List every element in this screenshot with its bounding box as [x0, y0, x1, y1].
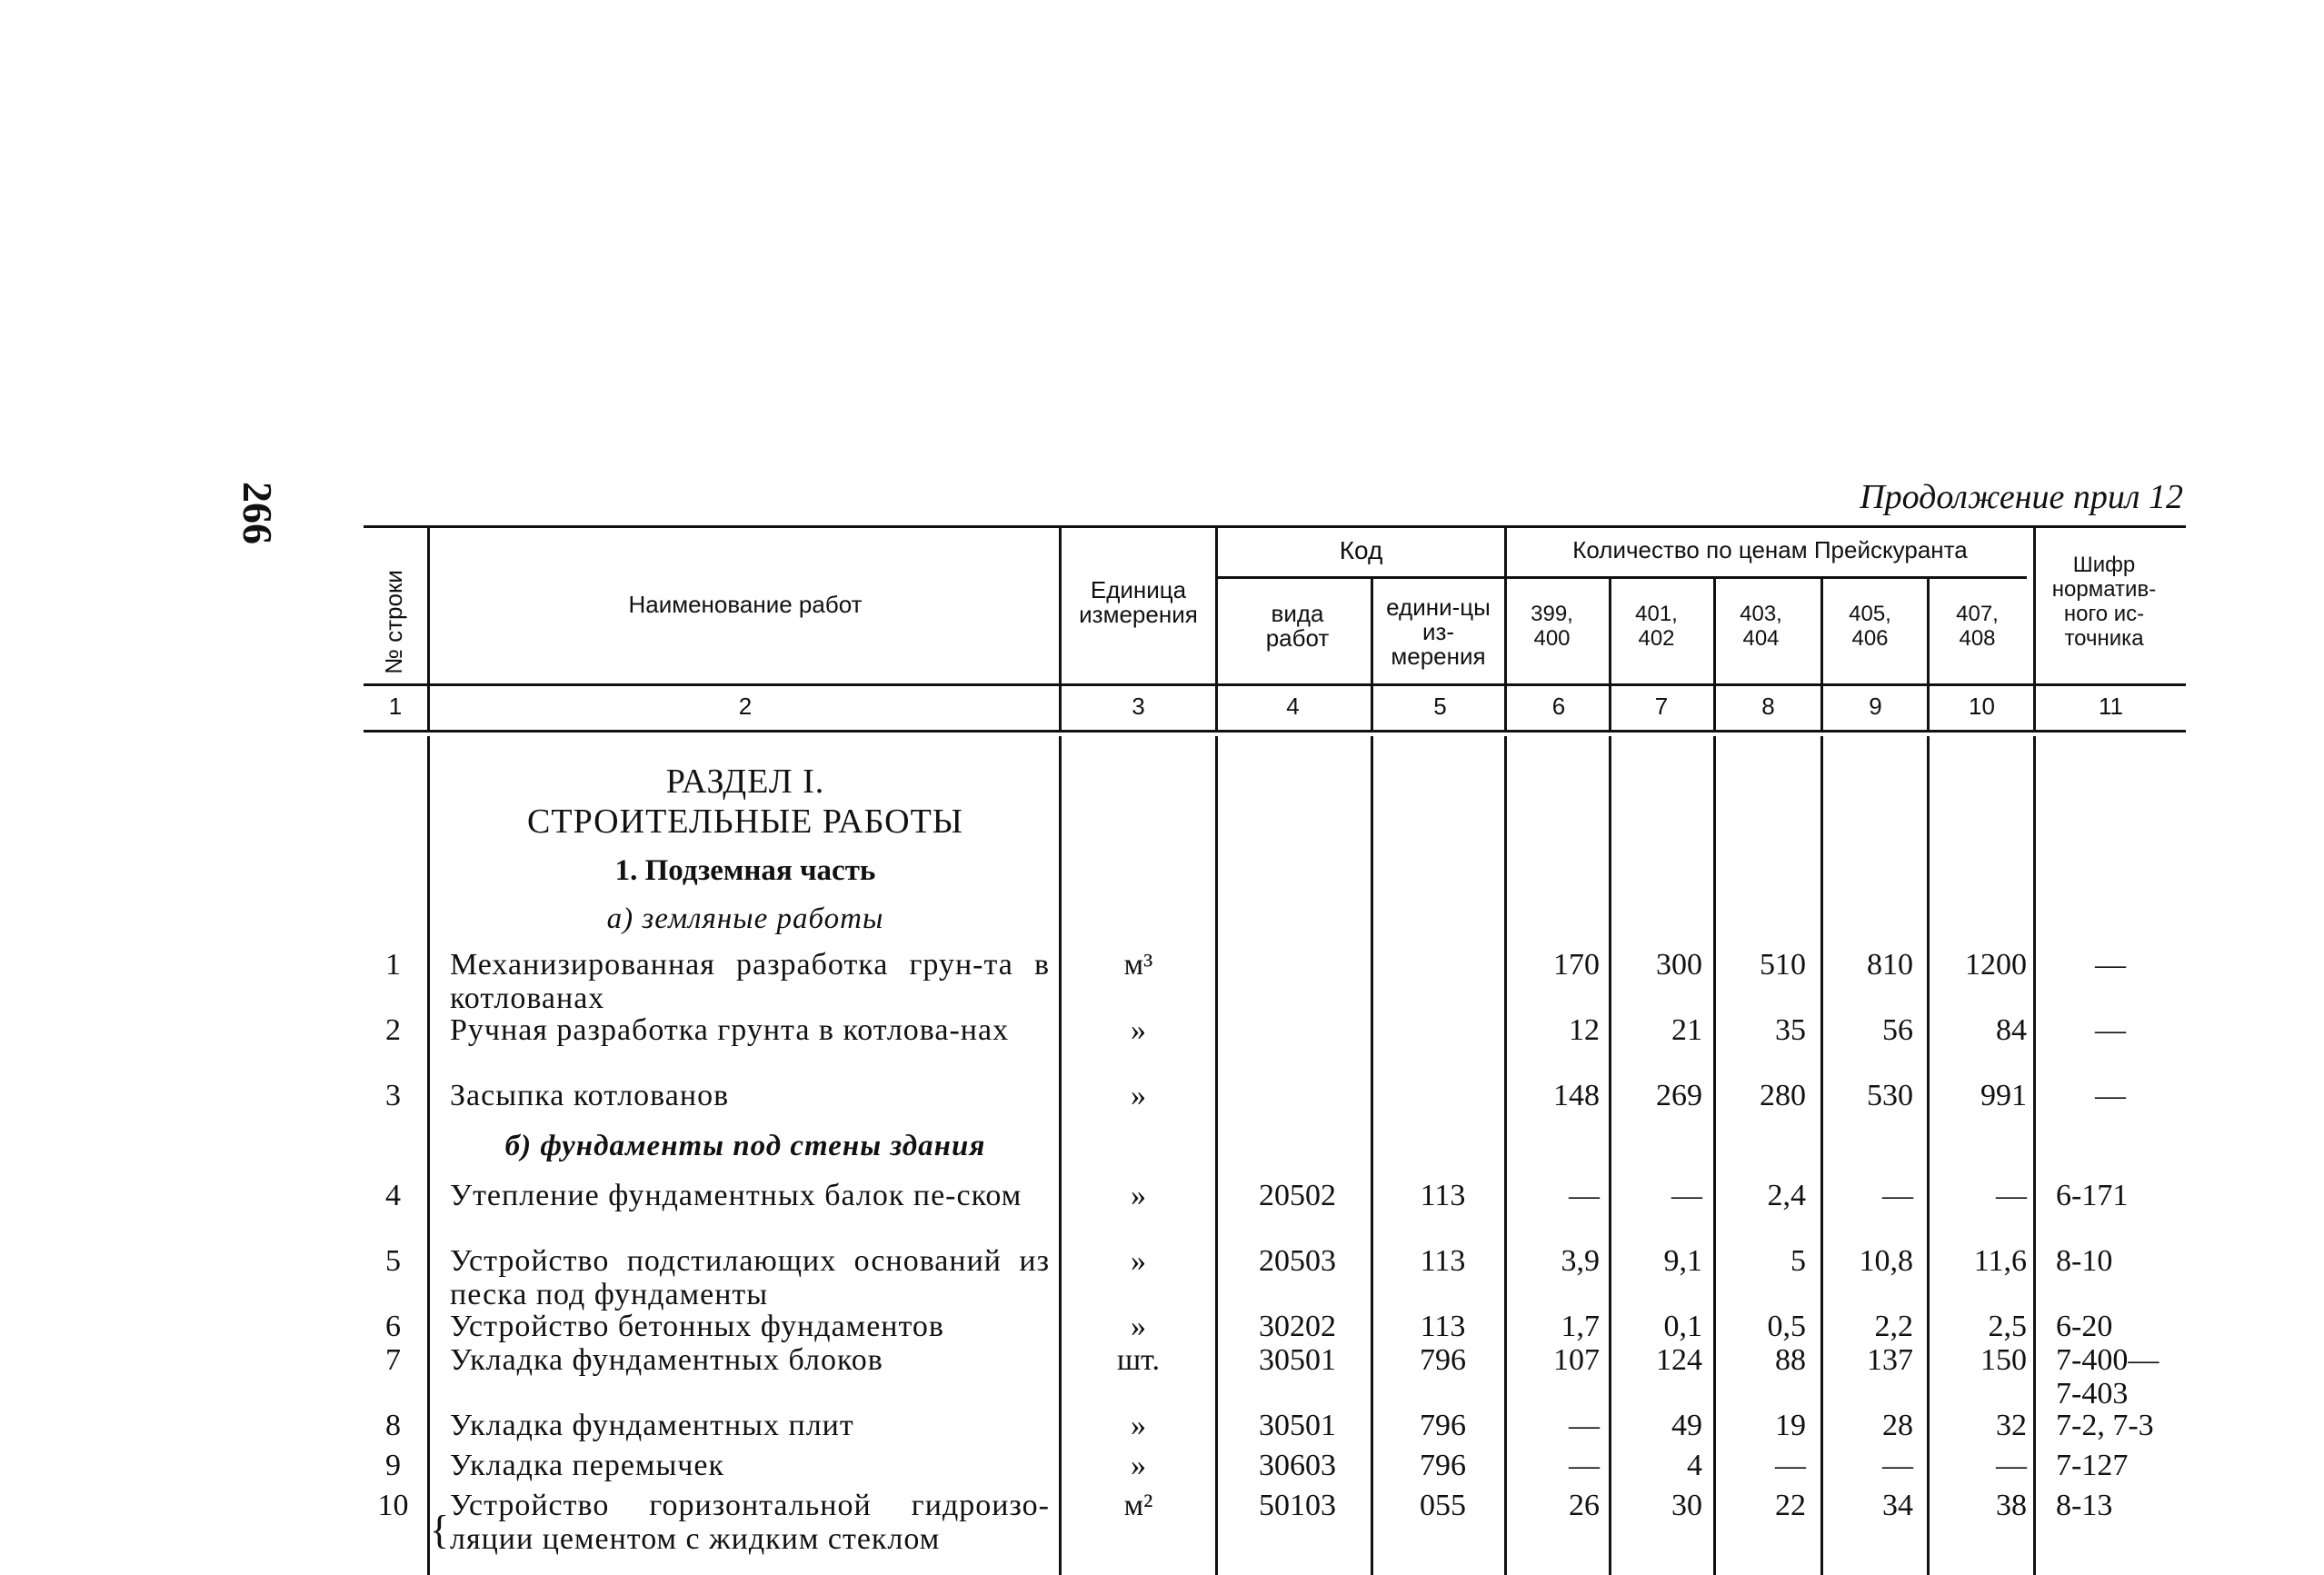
row-number: 6 — [385, 1310, 401, 1343]
column-number: 7 — [1654, 693, 1669, 720]
work-code-cell: 20502 — [1259, 1179, 1336, 1212]
row-number: 2 — [385, 1013, 401, 1047]
section-title: РАЗДЕЛ I. — [665, 763, 825, 801]
column-divider — [427, 736, 430, 1575]
group-title-b: б) фундаменты под стены здания — [504, 1130, 986, 1162]
price-cell: 150 — [1980, 1343, 2027, 1377]
price-cell: 0,5 — [1767, 1310, 1806, 1343]
price-cell: 10,8 — [1859, 1244, 1913, 1278]
source-cell: 6-171 — [2056, 1179, 2129, 1212]
price-cell: 170 — [1553, 948, 1600, 982]
unit-code-cell: 796 — [1420, 1343, 1466, 1377]
price-cell: — — [1882, 1179, 1913, 1212]
source-cell: 7-2, 7-3 — [2056, 1409, 2154, 1442]
price-cell: 3,9 — [1561, 1244, 1600, 1278]
unit-cell: » — [1131, 1013, 1146, 1047]
price-cell: 137 — [1867, 1343, 1913, 1377]
column-number: 2 — [738, 693, 753, 720]
price-cell: 5 — [1790, 1244, 1806, 1278]
header-price-403: 403, 404 — [1740, 602, 1782, 651]
header-price-405: 405, 406 — [1849, 602, 1891, 651]
price-cell: 30 — [1671, 1489, 1702, 1522]
work-code-cell: 30501 — [1259, 1343, 1336, 1377]
column-number: 1 — [388, 693, 403, 720]
price-cell: 2,2 — [1874, 1310, 1913, 1343]
work-code-cell: 30501 — [1259, 1409, 1336, 1442]
price-cell: 35 — [1775, 1013, 1806, 1047]
work-name: Устройство бетонных фундаментов — [450, 1310, 944, 1343]
table-top-rule — [364, 525, 2186, 528]
header-row-number: № строки — [380, 570, 407, 674]
header-source: Шифр норматив-ного ис-точника — [2051, 553, 2157, 651]
unit-cell: » — [1131, 1310, 1146, 1343]
work-name: Механизированная разработка грун-та в котлованах — [450, 948, 1050, 1015]
row-number: 5 — [385, 1244, 401, 1278]
row-number: 4 — [385, 1179, 401, 1212]
header-unit: Единица измерения — [1079, 576, 1198, 628]
header-price-401: 401, 402 — [1635, 602, 1678, 651]
column-number: 11 — [2099, 693, 2123, 720]
work-name: Укладка перемычек — [450, 1449, 724, 1482]
price-cell: 26 — [1569, 1489, 1600, 1522]
unit-cell: » — [1131, 1449, 1146, 1482]
source-cell: — — [2095, 1013, 2126, 1047]
section-subtitle: СТРОИТЕЛЬНЫЕ РАБОТЫ — [527, 802, 963, 841]
header-price-399: 399, 400 — [1531, 602, 1573, 651]
group-title-a: а) земляные работы — [606, 902, 884, 935]
work-name: Утепление фундаментных балок пе-ском — [450, 1179, 1022, 1212]
price-cell: 2,4 — [1767, 1179, 1806, 1212]
header-quantity: Количество по ценам Прейскуранта — [1572, 536, 1968, 563]
header-code-unit: едини-цы из-мерения — [1386, 593, 1491, 670]
unit-cell: » — [1131, 1179, 1146, 1212]
work-code-cell: 30202 — [1259, 1310, 1336, 1343]
price-cell: 49 — [1671, 1409, 1702, 1442]
column-number: 9 — [1869, 693, 1882, 720]
column-number: 8 — [1761, 693, 1775, 720]
price-cell: 28 — [1882, 1409, 1913, 1442]
column-number: 4 — [1286, 693, 1300, 720]
price-cell: 9,1 — [1663, 1244, 1702, 1278]
price-cell: 21 — [1671, 1013, 1702, 1047]
price-cell: — — [1996, 1449, 2027, 1482]
price-cell: 148 — [1553, 1079, 1600, 1112]
row-number: 3 — [385, 1079, 401, 1112]
price-cell: — — [1569, 1449, 1600, 1482]
price-cell: 88 — [1775, 1343, 1806, 1377]
header-code: Код — [1339, 536, 1383, 564]
price-cell: 19 — [1775, 1409, 1806, 1442]
price-cell: 0,1 — [1663, 1310, 1702, 1343]
source-cell: 8-10 — [2056, 1244, 2113, 1278]
price-cell: — — [1882, 1449, 1913, 1482]
price-cell: 56 — [1882, 1013, 1913, 1047]
price-cell: 300 — [1656, 948, 1702, 982]
price-cell: — — [1569, 1179, 1600, 1212]
unit-code-cell: 113 — [1420, 1310, 1466, 1343]
row-number: 8 — [385, 1409, 401, 1442]
row-number: 9 — [385, 1449, 401, 1482]
unit-code-cell: 055 — [1420, 1489, 1466, 1522]
price-cell: — — [1569, 1409, 1600, 1442]
price-cell: 38 — [1996, 1489, 2027, 1522]
column-number: 5 — [1433, 693, 1447, 720]
price-cell: 269 — [1656, 1079, 1702, 1112]
unit-cell: » — [1131, 1244, 1146, 1278]
work-code-cell: 30603 — [1259, 1449, 1336, 1482]
price-cell: 810 — [1867, 948, 1913, 982]
part-title: 1. Подземная часть — [614, 854, 876, 887]
unit-cell: м² — [1123, 1489, 1153, 1522]
price-cell: 1200 — [1965, 948, 2027, 982]
work-name: Укладка фундаментных плит — [450, 1409, 854, 1442]
qty-group-rule — [1509, 576, 2027, 579]
source-cell: — — [2095, 948, 2126, 982]
price-cell: — — [1671, 1179, 1702, 1212]
unit-code-cell: 113 — [1420, 1179, 1466, 1212]
column-divider — [1059, 525, 1062, 730]
continuation-label: Продолжение прил 12 — [1860, 478, 2183, 516]
column-divider — [427, 525, 430, 730]
price-cell: 4 — [1687, 1449, 1702, 1482]
row-number: 10 — [377, 1489, 409, 1522]
price-cell: 510 — [1760, 948, 1806, 982]
unit-code-cell: 113 — [1420, 1244, 1466, 1278]
work-name: Засыпка котлованов — [450, 1079, 730, 1112]
price-cell: — — [1996, 1179, 2027, 1212]
price-cell: 2,5 — [1988, 1310, 2027, 1343]
pen-mark-brace: { — [430, 1508, 450, 1552]
row-number: 7 — [385, 1343, 401, 1377]
price-cell: 84 — [1996, 1013, 2027, 1047]
header-code-work: вида работ — [1265, 600, 1330, 652]
source-cell: — — [2095, 1079, 2126, 1112]
colnum-bottom-rule — [364, 730, 2186, 733]
source-cell: 7-127 — [2056, 1449, 2129, 1482]
column-divider — [1371, 576, 1373, 730]
price-cell: 34 — [1882, 1489, 1913, 1522]
unit-code-cell: 796 — [1420, 1449, 1466, 1482]
price-cell: 1,7 — [1561, 1310, 1600, 1343]
column-divider — [1059, 736, 1062, 1575]
header-name: Наименование работ — [628, 591, 863, 618]
header-price-407: 407, 408 — [1956, 602, 1999, 651]
work-name: Устройство подстилающих оснований из песка под фундаменты — [450, 1244, 1050, 1311]
source-cell: 7-400— 7-403 — [2056, 1343, 2159, 1411]
column-number: 6 — [1551, 693, 1566, 720]
price-cell: 12 — [1569, 1013, 1600, 1047]
work-code-cell: 20503 — [1259, 1244, 1336, 1278]
row-number: 1 — [385, 948, 401, 982]
unit-cell: шт. — [1117, 1343, 1160, 1377]
price-cell: 107 — [1553, 1343, 1600, 1377]
column-divider — [2033, 736, 2036, 1575]
code-group-rule — [1218, 576, 1509, 579]
page-number: 266 — [234, 482, 281, 544]
price-cell: 11,6 — [1973, 1244, 2027, 1278]
price-cell: 124 — [1656, 1343, 1702, 1377]
work-code-cell: 50103 — [1259, 1489, 1336, 1522]
header-bottom-rule — [364, 683, 2186, 686]
price-cell: 22 — [1775, 1489, 1806, 1522]
column-number: 3 — [1132, 693, 1145, 720]
work-name: Ручная разработка грунта в котлова-нах — [450, 1013, 1010, 1047]
source-cell: 6-20 — [2056, 1310, 2113, 1343]
price-cell: 32 — [1996, 1409, 2027, 1442]
work-name: Устройство горизонтальной гидроизо-ляции цементом с жидким стеклом — [450, 1489, 1050, 1556]
work-name: Укладка фундаментных блоков — [450, 1343, 883, 1377]
price-cell: 280 — [1760, 1079, 1806, 1112]
unit-cell: » — [1131, 1409, 1146, 1442]
price-cell: 991 — [1980, 1079, 2027, 1112]
source-cell: 8-13 — [2056, 1489, 2113, 1522]
price-cell: — — [1775, 1449, 1806, 1482]
price-cell: 530 — [1867, 1079, 1913, 1112]
column-number: 10 — [1969, 693, 1995, 720]
unit-code-cell: 796 — [1420, 1409, 1466, 1442]
unit-cell: м³ — [1123, 948, 1153, 982]
unit-cell: » — [1131, 1079, 1146, 1112]
